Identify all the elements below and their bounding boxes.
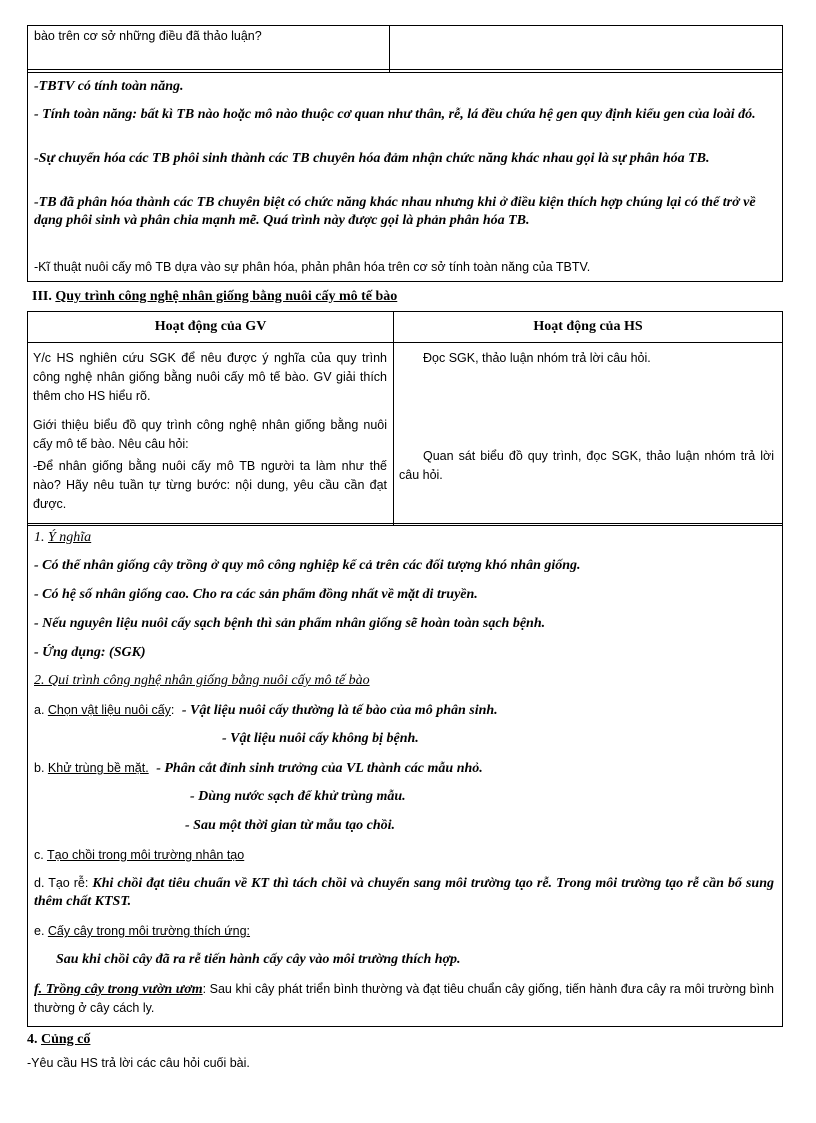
step-b: b. Khử trùng bề mặt. - Phân cắt đỉnh sinh trưởng của VL thành các mẫu nhỏ. [34,761,483,776]
section-4-title: Củng cố [41,1032,91,1047]
header-gv: Hoạt động của GV [28,312,394,343]
gv-text-3: -Để nhân giống bằng nuôi cấy mô TB người ta làm như thế nào? Hãy nêu tuần tự từng bước: nội dung, yêu cầu cần đạt được. [33,459,387,511]
tbtv-line-4: -TB đã phân hóa thành các TB chuyên biệt có chức năng khác nhau nhưng khi ở điều kiện thích hợp chúng lại có thể trở về dạng phôi sinh và phân chia mạnh mẽ. Quá trình này được gọi là phản phân hóa TB. [34,195,756,228]
ynghia-point-4: - Ứng dụng: (SGK) [34,645,146,660]
step-e: e. Cấy cây trong môi trường thích ứng: [34,924,251,938]
step-f-title: f. Trồng cây trong vườn ươm [34,982,203,997]
question-text: bào trên cơ sở những điều đã thảo luận? [34,29,262,43]
section-3-heading: III. Quy trình công nghệ nhân giống bằng nuôi cấy mô tế bào [32,289,398,304]
tbtv-line-2: - Tính toàn năng: bất kì TB nào hoặc mô nào thuộc cơ quan như thân, rễ, lá đều chứa hệ gen quy định kiểu gen của loài đó. [34,107,756,122]
gv-text-1: Y/c HS nghiên cứu SGK để nêu được ý nghĩa của quy trình công nghệ nhân giống bằng nuôi cấy mô tế bào. GV giải thích thêm cho HS hiểu rõ. [33,351,387,403]
step-e-title: Cấy cây trong môi trường thích ứng: [47,924,251,938]
top-question-table [27,25,783,73]
ynghia-point-2: - Có hệ số nhân giống cao. Cho ra các sản phẩm đồng nhất về mặt di truyền. [34,587,478,602]
tbtv-line-3: -Sự chuyển hóa các TB phôi sinh thành các TB chuyên hóa đảm nhận chức năng khác nhau gọi là sự phân hóa TB. [34,151,710,166]
step-e-text: Sau khi chồi cây đã ra rễ tiến hành cấy cây vào môi trường thích hợp. [56,952,461,967]
ynghia-point-3: - Nếu nguyên liệu nuôi cấy sạch bệnh thì sản phẩm nhân giống sẽ hoàn toàn sạch bệnh. [34,616,546,631]
step-a-title: Chọn vật liệu nuôi cấy [47,703,171,717]
step-a-2: - Vật liệu nuôi cấy không bị bệnh. [222,731,419,746]
hs-text-1: Đọc SGK, thảo luận nhóm trả lời câu hỏi. [423,351,651,365]
ynghia-point-1: - Có thể nhân giống cây trồng ở quy mô công nghiệp kể cả trên các đối tượng khó nhân giống. [34,558,581,573]
quitrinh-heading: 2. Qui trình công nghệ nhân giống bằng nuôi cấy mô tế bào [34,673,370,688]
tbtv-line-5: -Kĩ thuật nuôi cấy mô TB dựa vào sự phân hóa, phản phân hóa trên cơ sở tính toàn năng của TBTV. [34,260,591,274]
section-4-text: -Yêu cầu HS trả lời các câu hỏi cuối bài. [27,1056,250,1070]
step-f: f. Trồng cây trong vườn ươm: Sau khi cây phát triển bình thường và đạt tiêu chuẩn cây giống, tiến hành đưa cây ra môi trường bình thường ở cây cách ly. [34,982,775,1015]
hs-activity-cell [394,343,783,526]
step-b-2: - Dùng nước sạch để khử trùng mẫu. [190,789,406,804]
question-cell [28,26,390,73]
hs-text-2: Quan sát biểu đồ quy trình, đọc SGK, thảo luận nhóm trả lời câu hỏi. [399,449,774,482]
step-b-title: Khử trùng bề mặt. [47,761,149,775]
section-4-heading: 4. Củng cố [27,1032,91,1047]
tbtv-line-1: -TBTV có tính toàn năng. [34,79,184,94]
step-b-3: - Sau một thời gian từ mẫu tạo chồi. [185,818,395,833]
header-hs: Hoạt động của HS [394,312,783,343]
activity-table [27,311,783,526]
procedure-content-box [27,523,783,1027]
step-d: d. Tạo rễ: Khi chồi đạt tiêu chuẩn về KT thì tách chồi và chuyển sang môi trường tạo rễ. Trong môi trường tạo rễ cần bổ sung thêm chất KTST. [34,876,774,909]
tbtv-content-box [27,69,783,282]
step-a: a. Chọn vật liệu nuôi cấy: - Vật liệu nuôi cấy thường là tế bào của mô phân sinh. [34,703,498,718]
answer-cell [390,26,783,73]
section-3-title: Quy trình công nghệ nhân giống bằng nuôi cấy mô tế bào [55,289,398,304]
gv-text-2: Giới thiệu biểu đồ quy trình công nghệ nhân giống bằng nuôi cấy mô tế bào. Nêu câu hỏi: [33,418,387,451]
step-c-title: Tạo chồi trong môi trường nhân tạo [46,848,245,862]
ynghia-heading: 1. Ý nghĩa [34,530,92,545]
gv-activity-cell [28,343,394,526]
step-c: c. Tạo chồi trong môi trường nhân tạo [34,848,245,862]
